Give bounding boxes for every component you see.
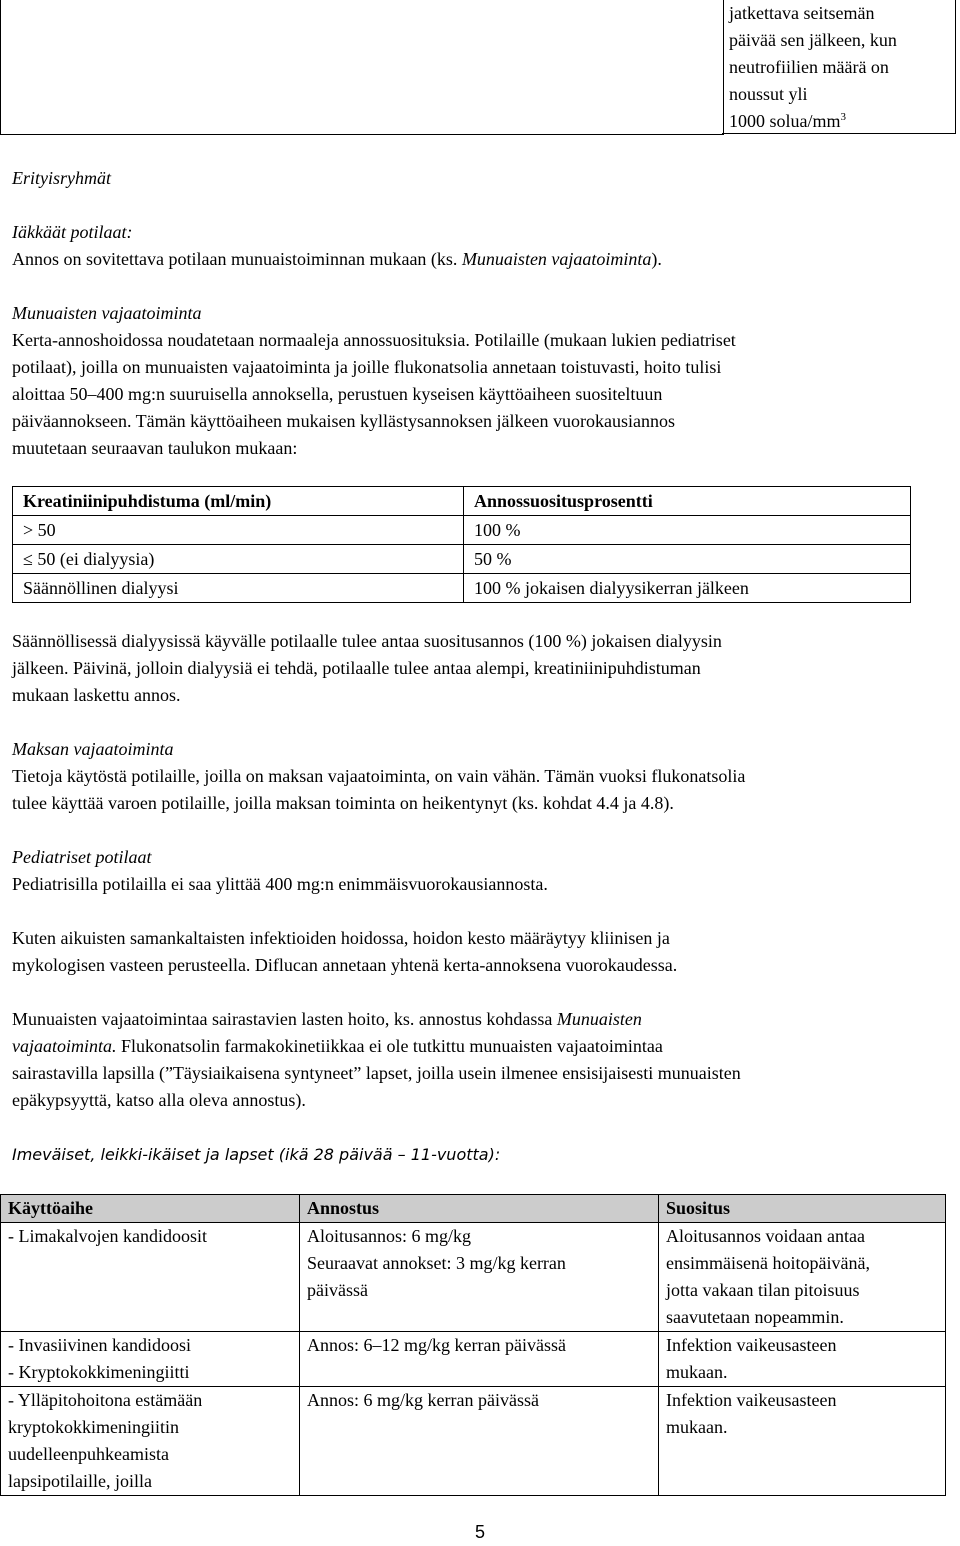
paragraph-line: päiväannokseen. Tämän käyttöaiheen mukaisen kyllästysannoksen jälkeen vuorokausiannos bbox=[12, 411, 675, 431]
cell-line: Aloitusannos voidaan antaa bbox=[666, 1226, 865, 1246]
paragraph-line: tulee käyttää varoen potilaille, joilla maksan toiminta on heikentynyt (ks. kohdat 4.4 ja 4.8). bbox=[12, 793, 674, 813]
cell-line: päivää sen jälkeen, kun bbox=[729, 30, 897, 50]
cell-line: - Limakalvojen kandidoosit bbox=[8, 1226, 207, 1246]
table-header: Käyttöaihe bbox=[1, 1195, 300, 1223]
paragraph-line: aloittaa 50–400 mg:n suuruisella annoksella, perustuen kyseisen käyttöaiheen suositeltuun bbox=[12, 384, 663, 404]
paragraph-line: jälkeen. Päivinä, jolloin dialyysiä ei tehdä, potilaalle tulee antaa alempi, kreatiniinipuhdistuman bbox=[12, 658, 701, 678]
paragraph-line: Pediatrisilla potilailla ei saa ylittää 400 mg:n enimmäisvuorokausiannosta. bbox=[12, 874, 548, 894]
cross-reference: Munuaisten vajaatoiminta bbox=[461, 249, 652, 269]
cell-line: Infektion vaikeusasteen bbox=[666, 1390, 837, 1410]
special-groups-heading: Erityisryhmät bbox=[12, 168, 111, 188]
cell-line: neutrofiilien määrä on bbox=[729, 57, 889, 77]
table-row bbox=[13, 545, 911, 574]
table-cell: 100 % bbox=[464, 516, 911, 545]
table-row bbox=[1, 1332, 946, 1387]
table-row bbox=[1, 1223, 946, 1332]
paragraph-line: mukaan laskettu annos. bbox=[12, 685, 181, 705]
cell-line: Aloitusannos: 6 mg/kg bbox=[307, 1226, 472, 1246]
table-cell bbox=[659, 1387, 946, 1496]
paragraph-line: potilaat), joilla on munuaisten vajaatoiminta ja joille flukonatsolia annetaan toistuvasti, hoito tulisi bbox=[12, 357, 722, 377]
paragraph-line: sairastavilla lapsilla (”Täysiaikaisena syntyneet” lapset, joilla usein ilmenee ensisijaisesti munuaisten bbox=[12, 1063, 741, 1083]
cell-line: jotta vakaan tilan pitoisuus bbox=[666, 1280, 860, 1300]
paragraph-line: muutetaan seuraavan taulukon mukaan: bbox=[12, 438, 298, 458]
continuation-right-cell bbox=[722, 0, 956, 134]
table-header: Kreatiniinipuhdistuma (ml/min) bbox=[13, 487, 464, 516]
elderly-heading: Iäkkäät potilaat: bbox=[12, 222, 133, 242]
table-cell: Säännöllinen dialyysi bbox=[13, 574, 464, 603]
paragraph-line bbox=[12, 1033, 663, 1060]
table-cell: > 50 bbox=[13, 516, 464, 545]
table-cell: ≤ 50 (ei dialyysia) bbox=[13, 545, 464, 574]
paragraph-line: Kerta-annoshoidossa noudatetaan normaaleja annossuosituksia. Potilaille (mukaan lukien pediatriset bbox=[12, 330, 736, 350]
text: Munuaisten vajaatoimintaa sairastavien lasten hoito, ks. annostus kohdassa bbox=[12, 1009, 557, 1029]
cell-line: Annos: 6–12 mg/kg kerran päivässä bbox=[307, 1335, 566, 1355]
renal-dose-table bbox=[12, 486, 911, 603]
text: Annos on sovitettava potilaan munuaistoiminnan mukaan (ks. bbox=[12, 249, 462, 269]
continuation-table bbox=[0, 0, 960, 136]
cell-line: Seuraavat annokset: 3 mg/kg kerran bbox=[307, 1253, 566, 1273]
table-row bbox=[1, 1387, 946, 1496]
paragraph-line: epäkypsyyttä, katso alla oleva annostus). bbox=[12, 1090, 306, 1110]
cell-line: - Invasiivinen kandidoosi bbox=[8, 1335, 191, 1355]
cross-reference: vajaatoiminta. bbox=[12, 1036, 117, 1056]
cell-line: lapsipotilaille, joilla bbox=[8, 1471, 152, 1491]
cell-line: päivässä bbox=[307, 1280, 368, 1300]
cell-line-text: 1000 solua/mm bbox=[729, 111, 841, 131]
table-header: Suositus bbox=[659, 1195, 946, 1223]
cell-line bbox=[729, 108, 955, 135]
continuation-left-cell bbox=[0, 0, 724, 135]
cell-line: uudelleenpuhkeamista bbox=[8, 1444, 169, 1464]
table-cell bbox=[659, 1223, 946, 1332]
table-header: Annossuositusprosentti bbox=[464, 487, 911, 516]
hepatic-heading: Maksan vajaatoiminta bbox=[12, 739, 174, 759]
elderly-text bbox=[12, 246, 662, 273]
table-cell bbox=[659, 1332, 946, 1387]
paragraph-line: Kuten aikuisten samankaltaisten infektioiden hoidossa, hoidon kesto määräytyy kliinisen ja bbox=[12, 928, 670, 948]
text: ). bbox=[651, 249, 662, 269]
paragraph-line bbox=[12, 1006, 642, 1033]
table-cell bbox=[300, 1332, 659, 1387]
cell-line: - Kryptokokkimeningiitti bbox=[8, 1362, 190, 1382]
table-header: Annostus bbox=[300, 1195, 659, 1223]
paragraph-line: mykologisen vasteen perusteella. Diflucan annetaan yhtenä kerta-annoksena vuorokaudessa. bbox=[12, 955, 678, 975]
cell-line: saavutetaan nopeammin. bbox=[666, 1307, 844, 1327]
cell-line: ensimmäisenä hoitopäivänä, bbox=[666, 1253, 870, 1273]
table-header-row bbox=[13, 487, 911, 516]
table-cell bbox=[1, 1332, 300, 1387]
table-cell bbox=[1, 1387, 300, 1496]
table-cell: 50 % bbox=[464, 545, 911, 574]
table-header-row bbox=[1, 1195, 946, 1223]
infants-heading: Imeväiset, leikki-ikäiset ja lapset (ikä 28 päivää – 11-vuotta): bbox=[12, 1145, 501, 1164]
renal-heading: Munuaisten vajaatoiminta bbox=[12, 303, 202, 323]
table-row bbox=[13, 574, 911, 603]
paragraph-line: Tietoja käytöstä potilaille, joilla on maksan vajaatoiminta, on vain vähän. Tämän vuoksi flukonatsolia bbox=[12, 766, 746, 786]
table-cell bbox=[300, 1387, 659, 1496]
cell-line: mukaan. bbox=[666, 1362, 728, 1382]
table-row bbox=[13, 516, 911, 545]
superscript: 3 bbox=[840, 111, 846, 123]
cell-line: noussut yli bbox=[729, 84, 808, 104]
cell-line: jatkettava seitsemän bbox=[729, 3, 875, 23]
table-cell: 100 % jokaisen dialyysikerran jälkeen bbox=[464, 574, 911, 603]
table-cell bbox=[1, 1223, 300, 1332]
paragraph-line: Säännöllisessä dialyysissä käyvälle potilaalle tulee antaa suositusannos (100 %) jokaisen dialyysin bbox=[12, 631, 722, 651]
page-number: 5 bbox=[474, 1522, 485, 1542]
text: Flukonatsolin farmakokinetiikkaa ei ole tutkittu munuaisten vajaatoimintaa bbox=[116, 1036, 663, 1056]
cell-line: Annos: 6 mg/kg kerran päivässä bbox=[307, 1390, 539, 1410]
cell-line: Infektion vaikeusasteen bbox=[666, 1335, 837, 1355]
cross-reference: Munuaisten bbox=[556, 1009, 642, 1029]
cell-line: - Ylläpitohoitona estämään bbox=[8, 1390, 203, 1410]
pediatric-dose-table bbox=[0, 1194, 946, 1496]
pediatric-heading: Pediatriset potilaat bbox=[12, 847, 152, 867]
cell-line: mukaan. bbox=[666, 1417, 728, 1437]
cell-line: kryptokokkimeningiitin bbox=[8, 1417, 179, 1437]
table-cell bbox=[300, 1223, 659, 1332]
